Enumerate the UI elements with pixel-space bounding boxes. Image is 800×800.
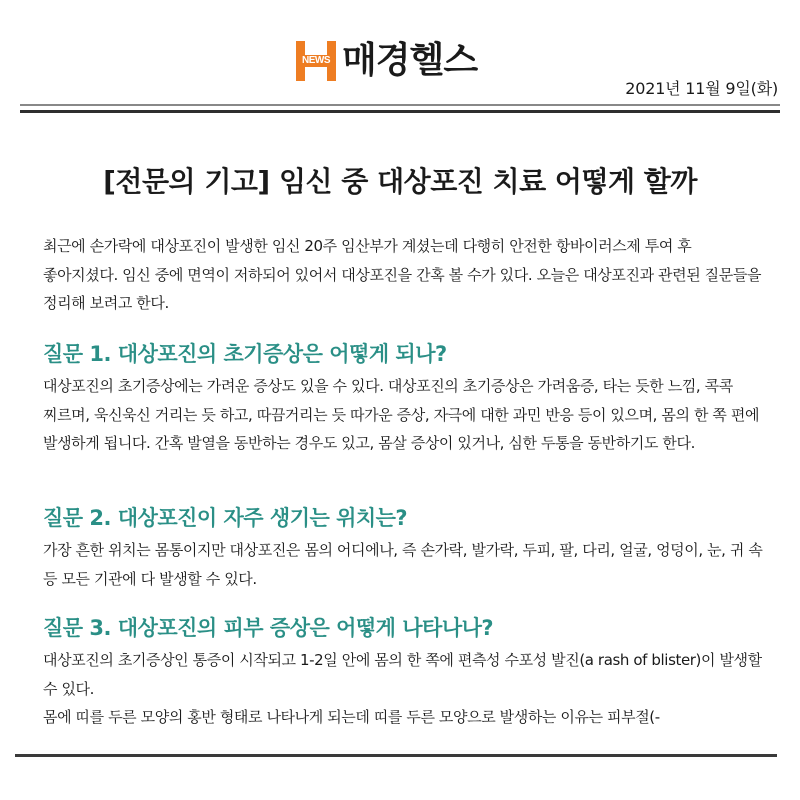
section-question-2 <box>43 502 763 593</box>
question-heading: 질문 3. 대상포진의 피부 증상은 어떻게 나타나나? <box>43 616 494 640</box>
answer-paragraph: 몸에 띠를 두른 모양의 홍반 형태로 나타나게 되는데 띠를 두른 모양으로 발생하는 이유는 피부절(- <box>43 708 660 726</box>
article-body <box>43 232 763 726</box>
answer-paragraph: 대상포진의 초기증상에는 가려운 증상도 있을 수 있다. 대상포진의 초기증상은 가려움증, 타는 듯한 느낌, 콕콕 찌르며, 욱신욱신 거리는 듯 하고, 따끔거리는 듯 따가운 증상, 자극에 대한 과민 반응 등이 있으며, 몸의 한 쪽 편에 발생하게 됩니다. 간혹 발열을 동반하는 경우도 있고, 몸살 증상이 있거나, 심한 두통을 동반하기도 한다. <box>43 377 760 452</box>
news-h-logo-icon <box>296 41 336 81</box>
publication-date: 2021년 11월 9일(화) <box>625 79 778 98</box>
header-divider-thick <box>20 110 780 113</box>
question-heading: 질문 2. 대상포진이 자주 생기는 위치는? <box>43 506 408 530</box>
footer-divider <box>15 754 777 757</box>
intro-paragraph: 최근에 손가락에 대상포진이 발생한 임신 20주 임산부가 계셨는데 다행히 안전한 항바이러스제 투여 후 좋아지셨다. 임신 중에 면역이 저하되어 있어서 대상포진을 간혹 볼 수가 있다. 오늘은 대상포진과 관련된 질문들을 정리해 보려고 한다. <box>43 237 762 312</box>
question-heading: 질문 1. 대상포진의 초기증상은 어떻게 되나? <box>43 342 447 366</box>
brand-name: 매경헬스 <box>342 40 478 81</box>
answer-paragraph: 대상포진의 초기증상인 통증이 시작되고 1-2일 안에 몸의 한 쪽에 편측성 수포성 발진(a rash of blister)이 발생할 수 있다. <box>43 651 762 698</box>
section-question-1 <box>43 338 763 458</box>
article-title: [전문의 기고] 임신 중 대상포진 치료 어떻게 할까 <box>103 165 697 198</box>
logo-news-badge: NEWS <box>296 55 336 67</box>
section-question-3 <box>43 612 763 732</box>
answer-paragraph: 가장 흔한 위치는 몸통이지만 대상포진은 몸의 어디에나, 즉 손가락, 발가락, 두피, 팔, 다리, 얼굴, 엉덩이, 눈, 귀 속 등 모든 기관에 다 발생할 수 있다. <box>43 541 763 588</box>
masthead-logo <box>296 40 477 82</box>
header-divider-thin <box>20 104 780 106</box>
